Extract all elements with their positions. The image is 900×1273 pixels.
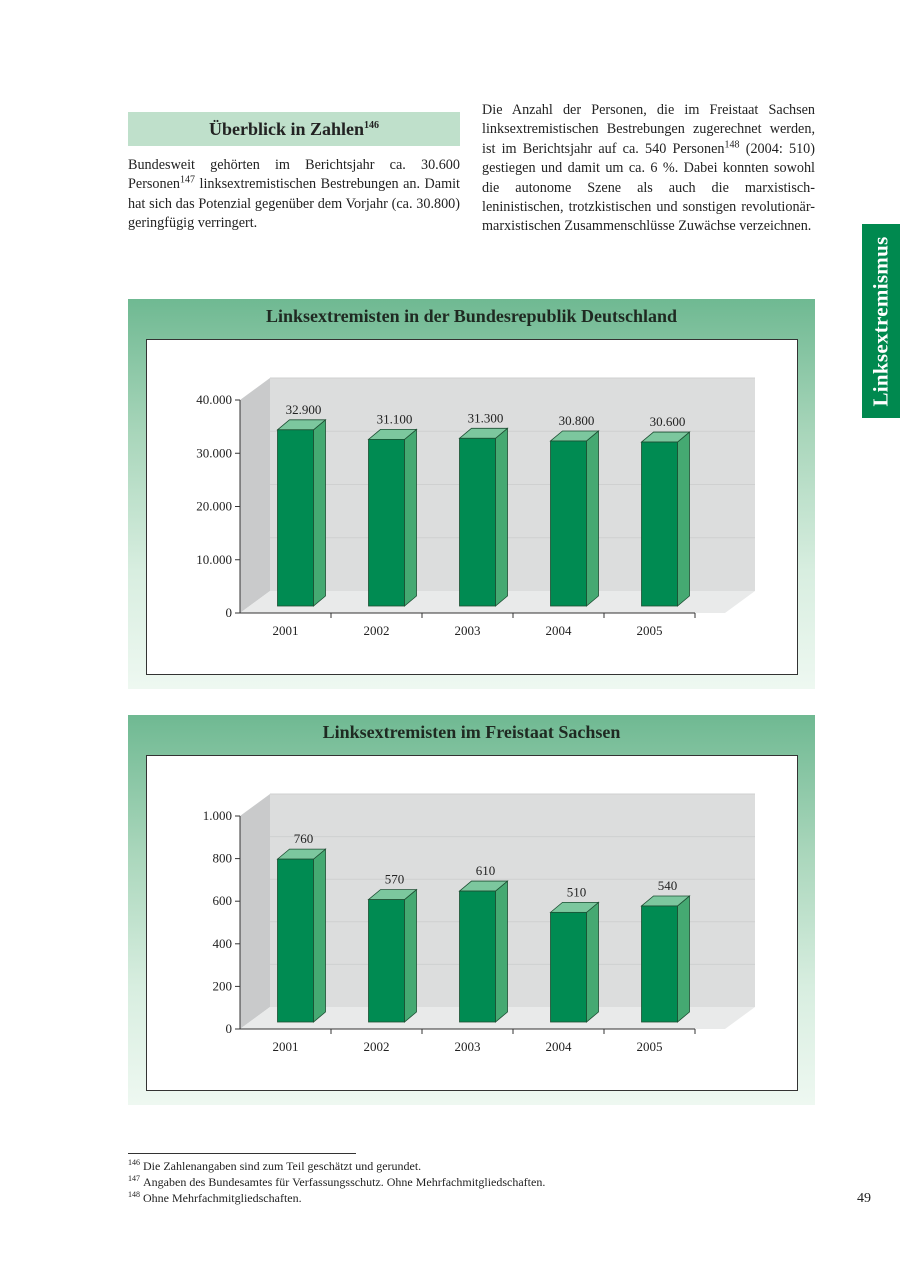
bar-side xyxy=(314,849,326,1022)
x-tick-label: 2003 xyxy=(454,623,481,638)
x-tick-label: 2002 xyxy=(363,623,390,638)
bar xyxy=(551,912,587,1022)
data-label: 31.100 xyxy=(376,411,413,427)
x-tick-label: 2001 xyxy=(272,1039,299,1054)
bar xyxy=(369,439,405,606)
x-tick-label: 2002 xyxy=(363,1039,390,1054)
footnote-number: 147 xyxy=(128,1174,140,1183)
data-label: 760 xyxy=(293,831,314,847)
chart-panel-saxony xyxy=(128,715,815,1105)
bar-side xyxy=(587,431,599,606)
left-paragraph xyxy=(128,156,460,234)
footnote-ref-148: 148 xyxy=(724,139,740,151)
footnote-number: 146 xyxy=(128,1158,140,1167)
footnote-number: 148 xyxy=(128,1190,140,1199)
bar xyxy=(369,900,405,1022)
footnote-divider xyxy=(128,1153,356,1154)
bar xyxy=(460,438,496,606)
bar xyxy=(642,906,678,1022)
bar-side xyxy=(405,890,417,1022)
y-tick-label: 600 xyxy=(212,893,232,909)
y-tick-label: 10.000 xyxy=(196,551,232,567)
chart-title-germany: Linksextremisten in der Bundesrepublik Deutschland xyxy=(265,306,678,326)
bar-side xyxy=(405,429,417,606)
bar-side xyxy=(496,428,508,606)
y-tick-label: 0 xyxy=(225,1021,232,1036)
bar-side xyxy=(678,896,690,1022)
bar xyxy=(551,441,587,606)
section-heading-text: Überblick in Zahlen xyxy=(208,119,365,139)
left-paragraph-part1: Bundesweit gehörten im Berichtsjahr ca. 30.600 Personen xyxy=(128,157,460,193)
x-tick-label: 2005 xyxy=(636,1039,663,1054)
footnote-146 xyxy=(128,1159,421,1174)
chapter-side-tab xyxy=(862,224,900,418)
x-tick-label: 2005 xyxy=(636,623,663,638)
bar-side xyxy=(496,881,508,1022)
right-paragraph-part2: (2004: 510) gestiegen und damit um ca. 6 %. Dabei konnten sowohl die autonome Szene als auch die marxistisch-leninistischen, trotzkistischen und sonstigen revolutionär-marxistischen Zusammenschlüsse Zuwächse verzeichnen. xyxy=(482,140,815,235)
x-tick-label: 2004 xyxy=(545,623,572,638)
chart-title-saxony: Linksextremisten im Freistaat Sachsen xyxy=(322,722,621,742)
y-tick-label: 30.000 xyxy=(196,445,232,461)
chapter-side-tab-label: Linksextremismus xyxy=(868,235,893,407)
footnote-text: Ohne Mehrfachmitgliedschaften. xyxy=(143,1191,302,1205)
bar-side xyxy=(678,432,690,606)
chart-side-wall xyxy=(240,794,270,1029)
data-label: 510 xyxy=(566,884,587,900)
data-label: 610 xyxy=(475,863,496,879)
data-label: 570 xyxy=(384,871,405,887)
footnote-ref-146: 146 xyxy=(364,120,380,131)
x-tick-label: 2003 xyxy=(454,1039,481,1054)
bar-chart-germany xyxy=(147,340,797,674)
y-tick-label: 20.000 xyxy=(196,498,232,514)
x-tick-label: 2004 xyxy=(545,1039,572,1054)
y-tick-label: 40.000 xyxy=(196,392,232,407)
bar xyxy=(278,430,314,606)
bar xyxy=(278,859,314,1022)
right-paragraph-part1: Die Anzahl der Personen, die im Freistaat Sachsen linksextremistischen Bestrebungen zugerechnet werden, ist im Berichtsjahr auf ca. 540 Personen xyxy=(482,102,815,157)
bar-side xyxy=(587,902,599,1022)
chart-frame-saxony xyxy=(146,755,798,1091)
section-heading xyxy=(128,112,460,146)
bar-side xyxy=(314,420,326,606)
left-paragraph-part2: linksextremistischen Bestrebungen an. Damit hat sich das Potenzial gegenüber dem Vorjahr (ca. 30.800) geringfügig verringert. xyxy=(128,176,460,232)
footnote-text: Die Zahlenangaben sind zum Teil geschätzt und gerundet. xyxy=(143,1159,422,1173)
x-tick-label: 2001 xyxy=(272,623,299,638)
data-label: 31.300 xyxy=(467,410,504,426)
data-label: 30.800 xyxy=(558,412,595,428)
y-tick-label: 0 xyxy=(225,605,232,620)
right-paragraph xyxy=(482,101,815,237)
bar xyxy=(460,891,496,1022)
data-label: 540 xyxy=(657,877,678,893)
footnote-ref-147: 147 xyxy=(180,174,196,186)
bar-chart-saxony xyxy=(147,756,797,1090)
footnote-147 xyxy=(128,1175,545,1190)
page-number: 49 xyxy=(857,1191,871,1206)
chart-panel-germany xyxy=(128,299,815,689)
data-label: 30.600 xyxy=(649,414,686,430)
footnote-148 xyxy=(128,1191,302,1206)
y-tick-label: 400 xyxy=(212,935,232,951)
bar xyxy=(642,442,678,606)
data-label: 32.900 xyxy=(285,401,322,417)
y-tick-label: 200 xyxy=(212,978,232,994)
footnote-text: Angaben des Bundesamtes für Verfassungsschutz. Ohne Mehrfachmitgliedschaften. xyxy=(143,1175,546,1189)
y-tick-label: 800 xyxy=(212,850,232,866)
y-tick-label: 1.000 xyxy=(202,808,232,823)
chart-frame-germany xyxy=(146,339,798,675)
chart-side-wall xyxy=(240,378,270,613)
